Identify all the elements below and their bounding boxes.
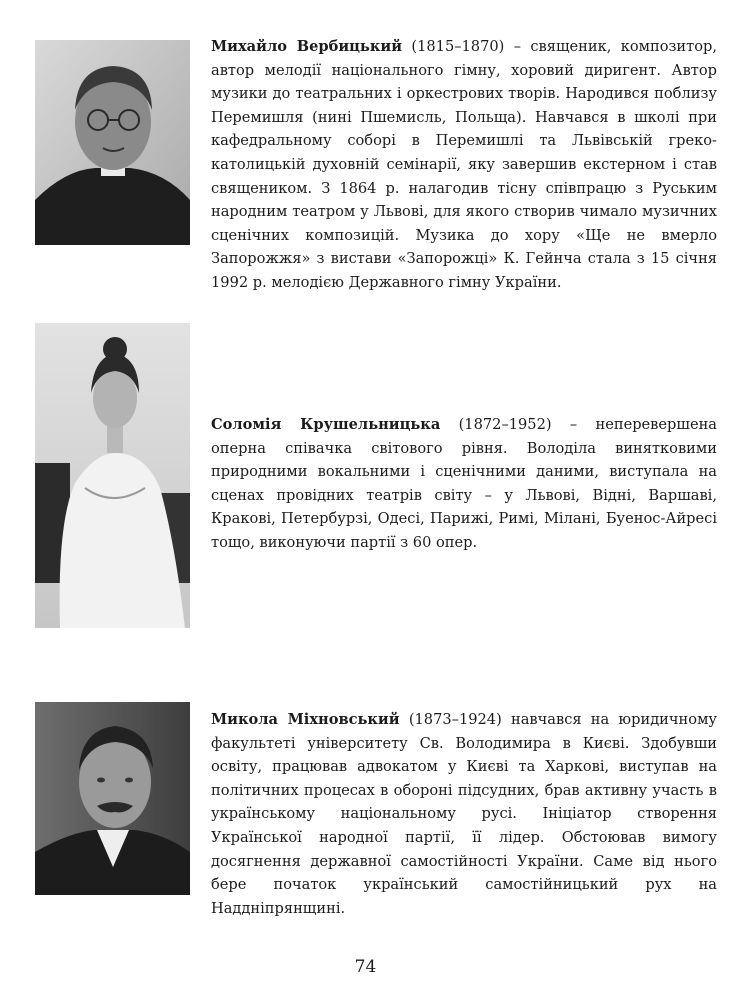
person-name: Соломія Крушельницька bbox=[211, 416, 441, 433]
bio-body: – священик, композитор, автор мелодії національного гімну, хоровий диригент. Автор музики до театральних і оркестрових творів. Народився поблизу Перемишля (нині Пшемисль, Польща). Навчався в школі при кафедральному соборі в Перемишлі та Львівській греко-католицькій духовній семінарії, яку завершив екстерном і став священиком. З 1864 р. налагодив тісну співпрацю з Руським народним театром у Львові, для якого створив чимало музичних сценічних композицій. Музика до хору «Ще не вмерло Запорожжя» з вистави «Запорожці» К. Гейнча стала з 15 січня 1992 р. мелодією Державного гімну України. bbox=[211, 38, 718, 291]
portrait-krushelnytska bbox=[35, 323, 190, 628]
bio-body: – неперевершена оперна співачка світового рівня. Володіла винятковими природними вокальними і сценічними даними, виступала на сценах провідних театрів світу – у Львові, Відні, Варшаві, Кракові, Петербурзі, Одесі, Парижі, Римі, Мілані, Буенос-Айресі тощо, виконуючи партії з 60 опер. bbox=[211, 416, 718, 551]
bio-text-mikhnovskyi bbox=[211, 708, 717, 920]
life-years: (1872–1952) bbox=[458, 416, 552, 433]
bio-text-krushelnytska bbox=[211, 413, 717, 555]
person-name: Микола Міхновський bbox=[211, 711, 400, 728]
bio-body: навчався на юридичному факультеті університету Св. Володимира в Києві. Здобувши освіту, працював адвокатом у Києві та Харкові, виступав на політичних процесах в обороні підсудних, брав активну участь в українському національному русі. Ініціатор створення Української народної партії, її лідер. Обстоював вимогу досягнення державної самостійності України. Саме від нього бере початок український самостійницький рух на Наддніпрянщині. bbox=[211, 711, 718, 917]
portrait-mikhnovskyi bbox=[35, 702, 190, 895]
page-number: 74 bbox=[354, 957, 377, 977]
life-years: (1873–1924) bbox=[408, 711, 502, 728]
life-years: (1815–1870) bbox=[411, 38, 505, 55]
person-name: Михайло Вербицький bbox=[211, 38, 403, 55]
portrait-verbytskyi bbox=[35, 40, 190, 245]
bio-text-verbytskyi bbox=[211, 35, 717, 295]
